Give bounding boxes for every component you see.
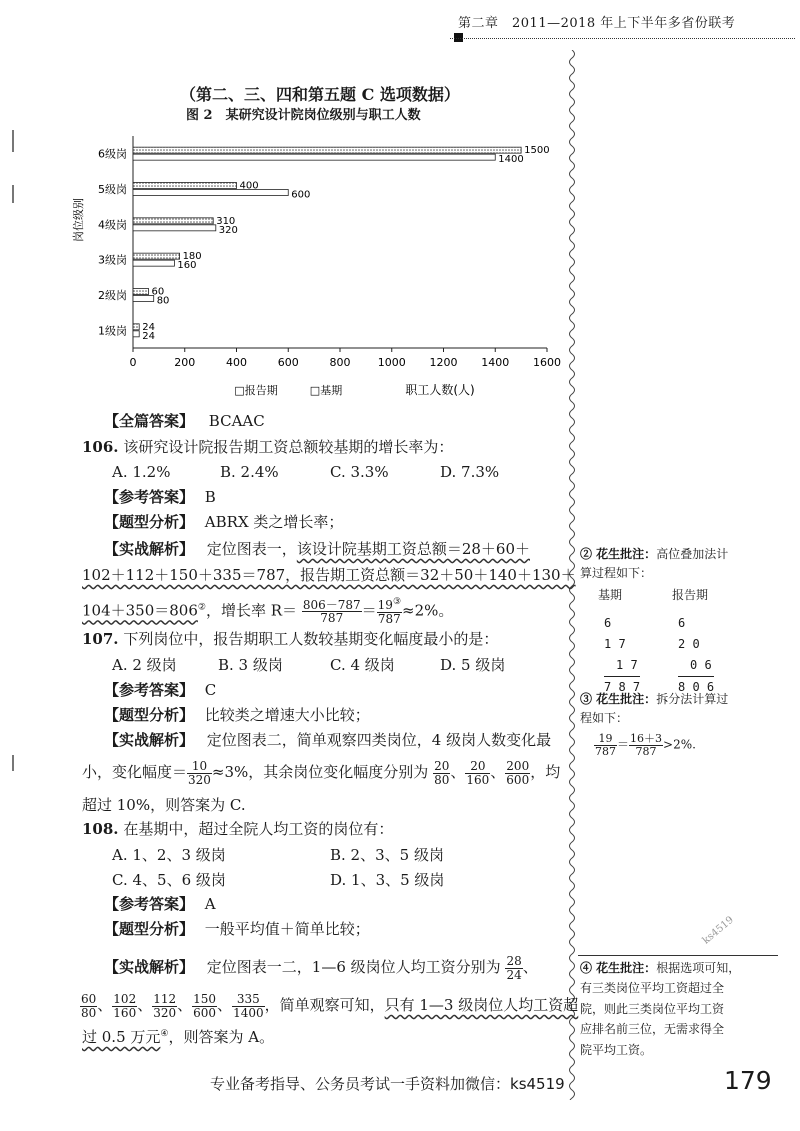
- note-text: 根据选项可知，: [656, 961, 741, 975]
- q106-answer-row: [104, 490, 216, 505]
- x-tick-label: 1400: [481, 356, 510, 369]
- answer-label: 【参考答案】: [104, 488, 195, 506]
- text: >2%.: [663, 737, 696, 752]
- note-label: ③ 花生批注：: [580, 692, 657, 706]
- data-label-report: 60: [151, 286, 165, 298]
- calc-row: 1 7: [604, 655, 640, 677]
- q107-stem: [82, 632, 498, 647]
- solution-label: 【实战解析】: [104, 540, 195, 558]
- category-label: 4级岗: [98, 218, 127, 232]
- q106-option-c: C. 3.3%: [330, 463, 389, 481]
- q107-answer-row: [104, 683, 216, 698]
- chart-note: （第二、三、四和第五题 C 选项数据）: [180, 85, 460, 104]
- q107-option-c: C. 4 级岗: [330, 656, 395, 674]
- type-label: 【题型分析】: [104, 513, 195, 531]
- denominator: 80: [434, 772, 450, 787]
- fraction: [112, 993, 137, 1019]
- bar-report-4级岗: [133, 218, 213, 224]
- bar-chart: [70, 128, 590, 408]
- q106-type-row: [104, 515, 343, 530]
- q107-option-a: A. 2 级岗: [112, 656, 177, 674]
- margin-mark: [12, 755, 14, 771]
- q106-stem-text: 该研究设计院报告期工资总额较基期的增长率为：: [123, 438, 454, 456]
- numerator: 10: [187, 760, 212, 774]
- fraction: [80, 993, 97, 1019]
- q108-option-d: D. 1、3、5 级岗: [330, 871, 445, 889]
- numerator: 19: [594, 733, 617, 746]
- numerator: 335: [232, 993, 265, 1007]
- numerator: 112: [153, 992, 177, 1006]
- text: ，增长率 R＝: [205, 601, 298, 620]
- numerator: 20: [465, 760, 490, 774]
- type-label: 【题型分析】: [104, 920, 195, 938]
- bar-base-3级岗: [133, 260, 174, 266]
- data-label-report: 180: [182, 251, 202, 263]
- numerator: 60: [81, 992, 97, 1006]
- category-label: 1级岗: [98, 324, 127, 338]
- x-tick-label: 0: [129, 356, 137, 369]
- note-text: 算过程如下：: [580, 565, 653, 580]
- numerator: 16＋3: [630, 732, 663, 746]
- numerator: 150: [193, 992, 217, 1006]
- text: 定位图表一，: [206, 540, 297, 558]
- q106-number: 106.: [82, 438, 119, 456]
- side-note-4: [580, 958, 740, 1060]
- calc-row: 0 6: [678, 655, 714, 677]
- text: ≈2%。: [402, 601, 454, 620]
- q108-stem-text: 在基期中，超过全院人均工资的岗位有：: [123, 820, 394, 838]
- q107-option-d: D. 5 级岗: [440, 656, 506, 674]
- calc-header: 基期: [598, 588, 623, 602]
- denominator: 787: [320, 611, 344, 626]
- bar-report-6级岗: [133, 147, 521, 153]
- denominator: 24: [506, 967, 522, 982]
- data-label-base: 600: [291, 189, 311, 201]
- side-note-4-rule: [578, 955, 778, 956]
- text: ，则答案为 A。: [168, 1028, 275, 1046]
- q108-option-c: C. 4、5、6 级岗: [112, 871, 226, 889]
- note-text: 院平均工资。: [580, 1042, 653, 1057]
- x-tick-label: 1000: [377, 356, 406, 369]
- text: 定位图表一二，1—6 级岗位人均工资分别为: [206, 958, 501, 977]
- watermark: ks4519: [700, 914, 736, 947]
- q108-number: 108.: [82, 820, 119, 838]
- q108-type-row: [104, 922, 370, 937]
- type-label: 【题型分析】: [104, 706, 195, 724]
- text: ，均: [530, 763, 561, 782]
- type-value: 比较类之增速大小比较；: [204, 706, 370, 724]
- denominator: 320: [188, 772, 211, 787]
- fraction: [152, 993, 177, 1019]
- denominator: 320: [153, 1005, 177, 1020]
- note-text: 应排名前三位，无需求得全: [580, 1022, 725, 1037]
- calc-row: 1 7: [604, 637, 626, 651]
- note-2-calc-report: [672, 586, 714, 698]
- footnote-mark: ④: [160, 1029, 169, 1039]
- bar-base-6级岗: [133, 154, 495, 160]
- denominator: 600: [193, 1005, 217, 1020]
- text-underlined: 该设计院基期工资总额＝28＋60＋: [296, 540, 530, 558]
- x-tick-label: 400: [226, 356, 247, 369]
- note-2-calc-base: [598, 586, 640, 698]
- answer-label: 【参考答案】: [104, 895, 195, 913]
- data-label-report: 310: [216, 215, 236, 227]
- bar-report-2级岗: [133, 289, 149, 295]
- note-label: ④ 花生批注：: [580, 961, 657, 975]
- numerator: 200: [506, 759, 530, 773]
- category-label: 3级岗: [98, 253, 127, 267]
- calc-row: 7 8 7: [604, 680, 641, 694]
- numerator: 102: [113, 992, 137, 1006]
- running-header: 第二章 2011—2018 年上下半年多省份联考: [458, 16, 736, 31]
- bar-base-5级岗: [133, 190, 288, 196]
- note-text: 程如下：: [580, 710, 629, 725]
- data-label-base: 80: [156, 295, 170, 307]
- calc-row: 6: [678, 616, 686, 630]
- text-underlined: 过 0.5 万元: [82, 1028, 161, 1046]
- answer-value: B: [204, 488, 216, 506]
- answer-label: 【参考答案】: [104, 681, 195, 699]
- data-label-report: 1500: [524, 145, 550, 157]
- q108-solution-line3: [82, 1030, 274, 1045]
- legend-report: □报告期: [234, 384, 278, 397]
- q106-solution-line3: [82, 598, 453, 625]
- calc-row: 6: [604, 616, 612, 630]
- bar-report-3级岗: [133, 253, 180, 259]
- x-tick-label: 800: [329, 356, 351, 369]
- denominator: 787: [377, 611, 401, 626]
- denominator: 787: [595, 744, 616, 758]
- q107-type-row: [104, 708, 370, 723]
- bar-report-1级岗: [133, 324, 139, 330]
- solution-label: 【实战解析】: [104, 958, 195, 977]
- header-rule: [450, 38, 795, 39]
- q108-solution-line2: $\frac{60}{80}$ 、 $\frac{102}{160}$ 、 $\frac{112}{320}$ 、 $\frac{150}{600}$ 、 $\frac{335}{1400}$ ，简单观察可知，只有 1—3 级岗位人均工资超: [81, 992, 579, 1020]
- x-tick-label: 1600: [533, 356, 561, 369]
- calc-row: 2 0: [678, 637, 700, 651]
- q106-solution-line2: 102＋112＋150＋335＝787，报告期工资总额＝32＋50＋140＋130＋: [82, 566, 576, 584]
- margin-mark: [12, 185, 14, 203]
- q106-option-d: D. 7.3%: [440, 463, 500, 481]
- note-text: 拆分法计算过: [656, 692, 729, 706]
- denominator: 787: [635, 744, 657, 758]
- footnote-mark: ②: [197, 602, 206, 613]
- numerator: 806－787: [302, 597, 361, 612]
- q107-option-b: B. 3 级岗: [218, 656, 283, 674]
- data-label-base: 320: [218, 224, 238, 236]
- text: ＝: [361, 601, 377, 620]
- q108-stem: [82, 822, 393, 837]
- text-underlined: 104＋350＝806: [82, 601, 198, 620]
- q107-solution-line3: 超过 10%，则答案为 C.: [82, 796, 246, 814]
- q106-stem: [82, 440, 453, 455]
- text: ，简单观察可知，: [264, 996, 385, 1015]
- all-answers-label: 【全篇答案】: [104, 412, 195, 430]
- x-axis-label: 职工人数(人): [405, 383, 475, 397]
- denominator: 160: [113, 1005, 137, 1020]
- denominator: 600: [506, 772, 530, 787]
- calc-header: 报告期: [672, 588, 709, 602]
- denominator: 80: [81, 1005, 97, 1020]
- q108-option-b: B. 2、3、5 级岗: [330, 846, 444, 864]
- q108-solution-line1: 【实战解析】 定位图表一二，1—6 级岗位人均工资分别为 $\frac{28}{24}$ 、: [104, 954, 538, 982]
- footer-text: 专业备考指导、公务员考试一手资料加微信：ks4519: [210, 1075, 565, 1093]
- data-label-report: 400: [239, 180, 259, 192]
- q107-solution-line2: 小，变化幅度＝ $\frac{10}{320}$ ≈3%，其余岗位变化幅度分别为 $\frac{20}{80}$ 、 $\frac{20}{160}$ 、 $\frac{200}{600}$ ，均: [82, 759, 561, 787]
- text: 定位图表二，简单观察四类岗位，4 级岗人数变化最: [206, 731, 552, 749]
- solution-label: 【实战解析】: [104, 731, 195, 749]
- side-note-3: [580, 690, 728, 757]
- q107-stem-text: 下列岗位中，报告期职工人数较基期变化幅度最小的是：: [123, 630, 499, 648]
- fraction: [505, 955, 522, 981]
- category-label: 5级岗: [98, 183, 127, 196]
- fraction: [377, 598, 402, 625]
- y-axis-label: 岗位级别: [72, 198, 85, 242]
- numerator: 19: [377, 598, 393, 612]
- fraction: [594, 733, 617, 757]
- text: ＝: [617, 737, 630, 752]
- note-text: 高位叠加法计: [656, 547, 729, 561]
- fraction: [192, 993, 217, 1019]
- bar-report-5级岗: [133, 183, 237, 189]
- note-text: 有三类岗位平均工资超过全: [580, 981, 725, 996]
- side-note-2: [580, 545, 728, 582]
- x-tick-label: 1200: [429, 356, 458, 369]
- data-label-report: 24: [142, 321, 155, 333]
- type-value: ABRX 类之增长率；: [204, 513, 344, 531]
- numerator: 20: [434, 759, 450, 773]
- bar-base-1级岗: [133, 331, 139, 337]
- fraction: [232, 993, 265, 1019]
- denominator: 160: [466, 772, 490, 787]
- legend-base: □基期: [309, 384, 343, 397]
- numerator: 28: [506, 954, 522, 968]
- page-number: 179: [724, 1066, 772, 1095]
- fraction: [465, 760, 490, 786]
- chart-title: 图 2 某研究设计院岗位级别与职工人数: [186, 108, 421, 123]
- q108-option-a: A. 1、2、3 级岗: [112, 846, 226, 864]
- bar-base-4级岗: [133, 225, 216, 231]
- type-value: 一般平均值＋简单比较；: [204, 920, 370, 938]
- fraction: [505, 760, 530, 786]
- text: 小，变化幅度＝: [82, 763, 188, 782]
- q107-solution-line1: [104, 733, 551, 748]
- q108-answer-row: [104, 897, 216, 912]
- category-label: 6级岗: [98, 147, 127, 161]
- all-answers-row: [104, 414, 265, 429]
- note-label: ② 花生批注：: [580, 547, 657, 561]
- note-text: 院，则此三类岗位平均工资: [580, 1001, 725, 1016]
- fraction: [433, 760, 450, 786]
- all-answers-value: BCAAC: [208, 412, 265, 430]
- x-tick-label: 600: [277, 356, 299, 369]
- fraction: [302, 599, 362, 625]
- text-underlined: 只有 1—3 级岗位人均工资超: [384, 996, 579, 1015]
- q106-option-a: A. 1.2%: [112, 463, 171, 481]
- margin-mark: [12, 130, 14, 152]
- footnote-mark: ③: [392, 597, 402, 607]
- calc-row: 8 0 6: [678, 680, 715, 694]
- denominator: 1400: [233, 1005, 264, 1020]
- data-label-base: 1400: [498, 154, 524, 166]
- data-label-base: 24: [142, 330, 155, 342]
- q106-option-b: B. 2.4%: [220, 463, 279, 481]
- data-label-base: 160: [177, 260, 197, 272]
- q106-solution-line1: [104, 542, 530, 557]
- fraction: [187, 760, 212, 786]
- fraction: [629, 733, 663, 757]
- q107-number: 107.: [82, 630, 119, 648]
- answer-value: A: [204, 895, 216, 913]
- answer-value: C: [204, 681, 217, 699]
- x-tick-label: 200: [174, 356, 196, 369]
- category-label: 2级岗: [98, 289, 127, 302]
- text: ≈3%，其余岗位变化幅度分别为: [211, 763, 429, 782]
